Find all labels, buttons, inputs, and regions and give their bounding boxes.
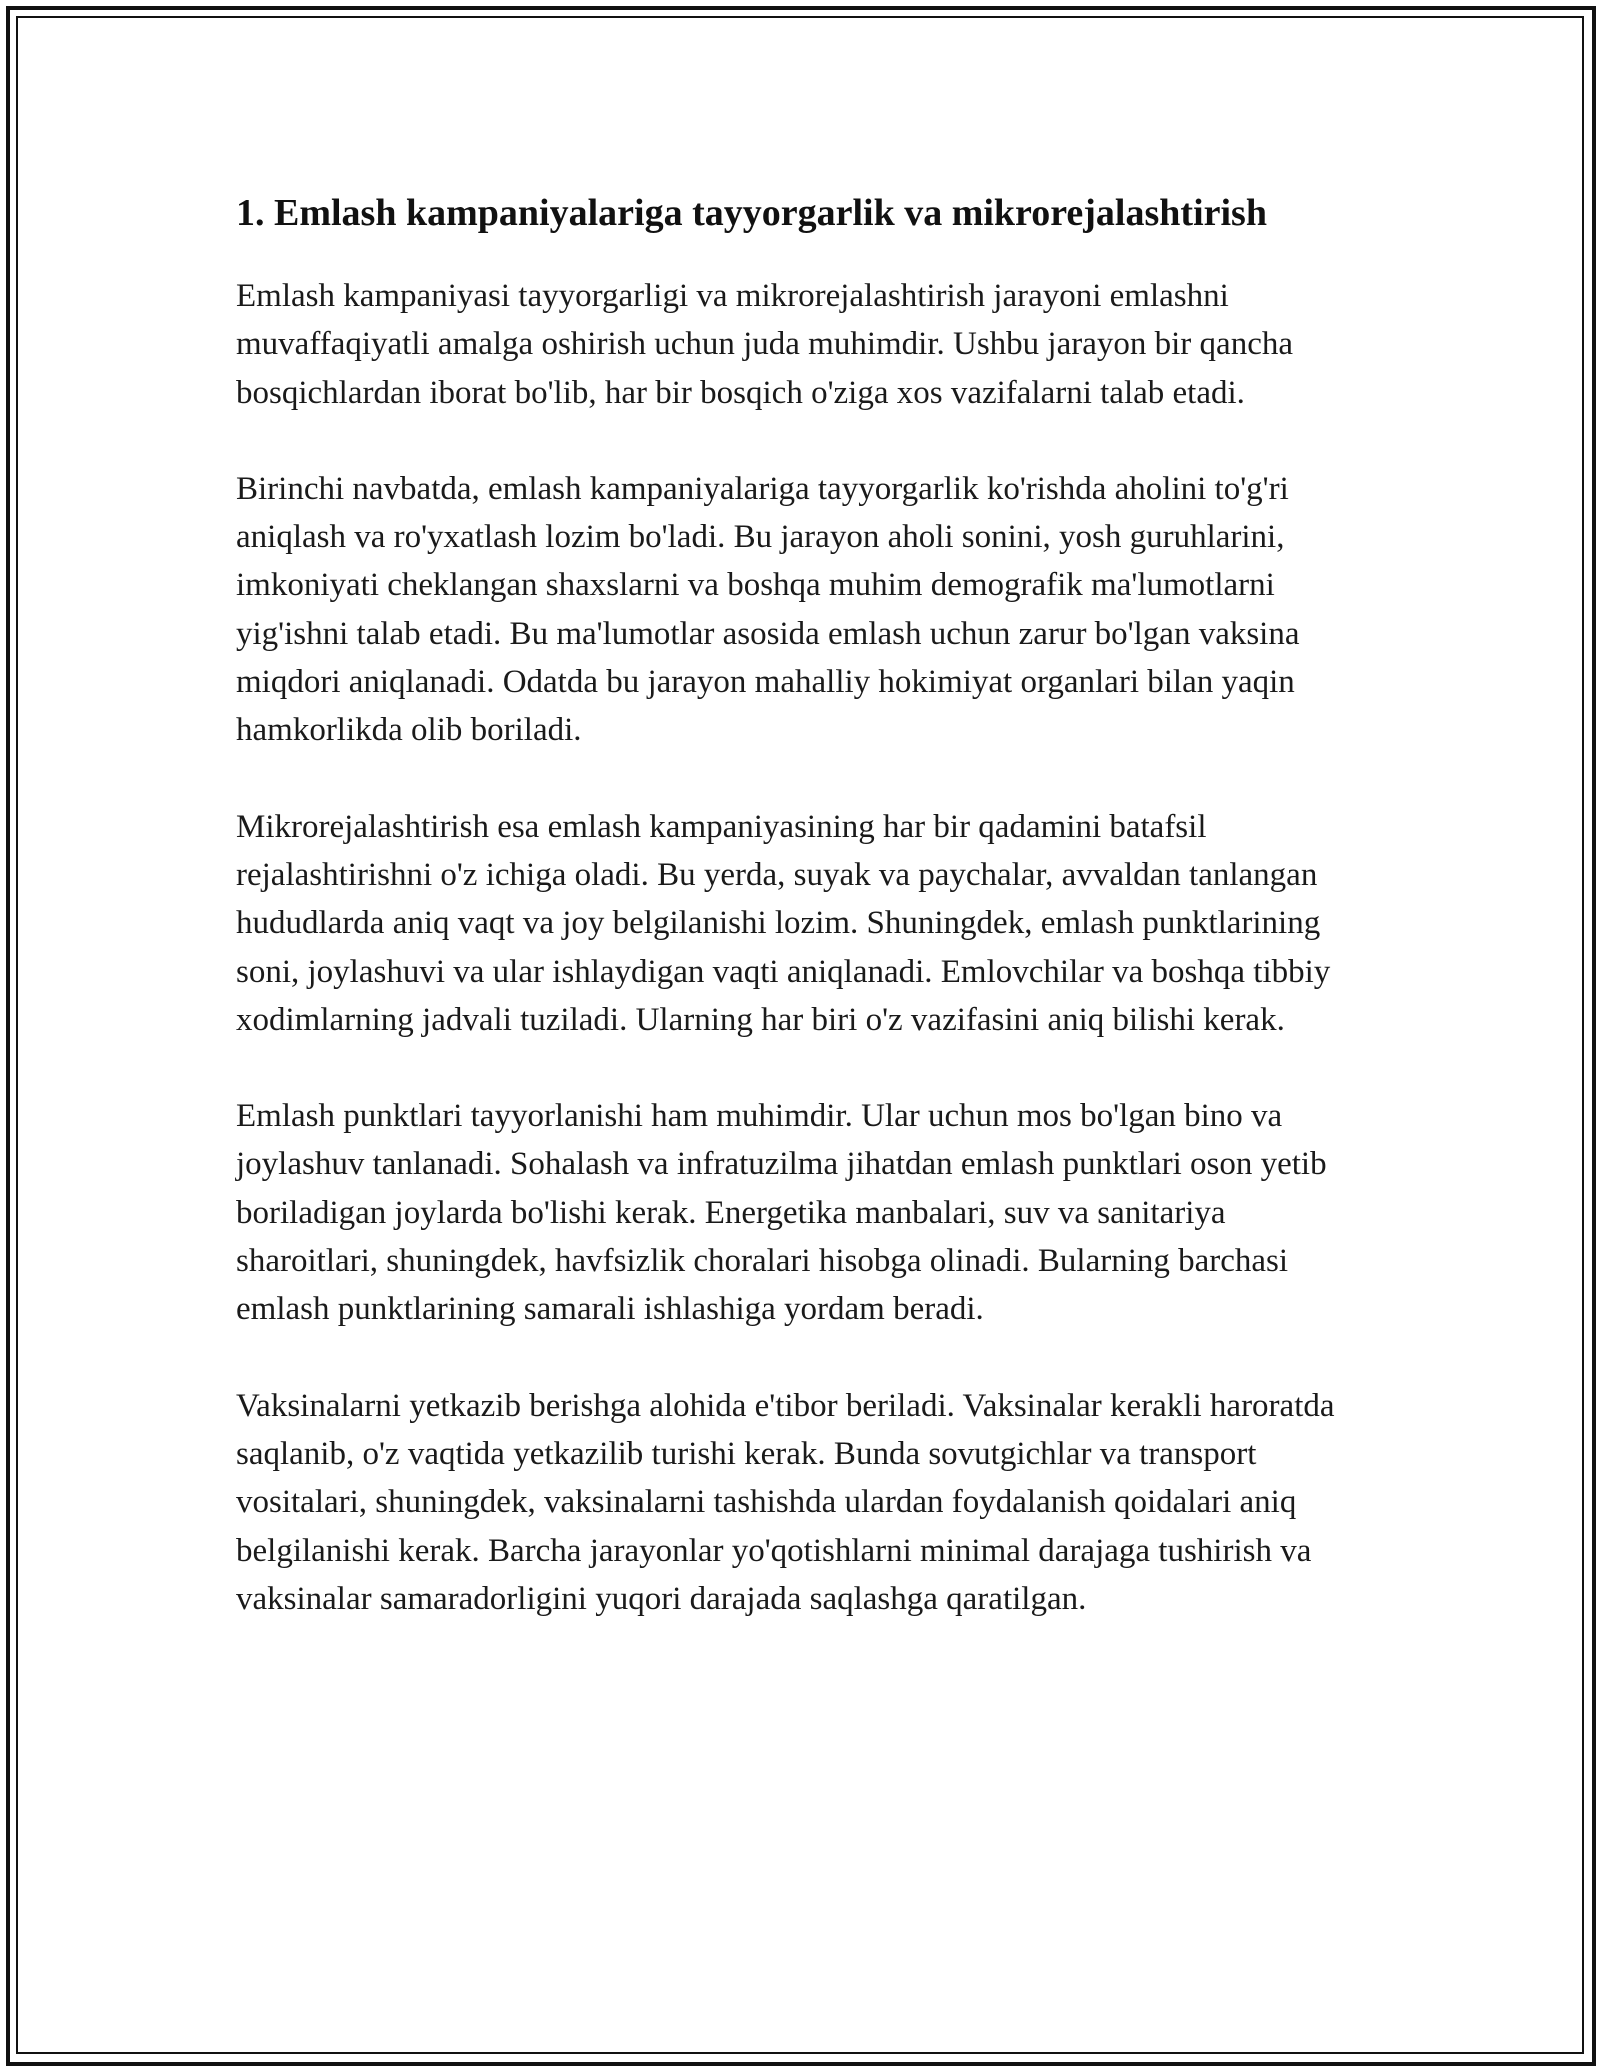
document-body <box>236 186 1366 1623</box>
paragraph-2: Birinchi navbatda, emlash kampaniyalariga tayyorgarlik ko'rishda aholini to'g'ri aniqlash va ro'yxatlash lozim bo'ladi. Bu jarayon aholi sonini, yosh guruhlarini, imkoniyati cheklangan shaxslarni va boshqa muhim demografik ma'lumotlarni yig'ishni talab etadi. Bu ma'lumotlar asosida emlash uchun zarur bo'lgan vaksina miqdori aniqlanadi. Odatda bu jarayon mahalliy hokimiyat organlari bilan yaqin hamkorlikda olib boriladi. <box>236 470 1300 749</box>
paragraph-4: Emlash punktlari tayyorlanishi ham muhimdir. Ular uchun mos bo'lgan bino va joylashuv tanlanadi. Sohalash va infratuzilma jihatdan emlash punktlari oson yetib boriladigan joylarda bo'lishi kerak. Energetika manbalari, suv va sanitariya sharoitlari, shuningdek, havfsizlik choralari hisobga olinadi. Bularning barchasi emlash punktlarining samarali ishlashiga yordam beradi. <box>236 1098 1327 1328</box>
paragraph-3: Mikrorejalashtirish esa emlash kampaniyasining har bir qadamini batafsil rejalashtirishni o'z ichiga oladi. Bu yerda, suyak va paychalar, avvaldan tanlangan hududlarda aniq vaqt va joy belgilanishi lozim. Shuningdek, emlash punktlarining soni, joylashuvi va ular ishlaydigan vaqti aniqlanadi. Emlovchilar va boshqa tibbiy xodimlarning jadvali tuziladi. Ularning har biri o'z vazifasini aniq bilishi kerak. <box>236 808 1331 1038</box>
paragraph-1: Emlash kampaniyasi tayyorgarligi va mikrorejalashtirish jarayoni emlashni muvaffaqiyatli amalga oshirish uchun juda muhimdir. Ushbu jarayon bir qancha bosqichlardan iborat bo'lib, har bir bosqich o'ziga xos vazifalarni talab etadi. <box>236 278 1293 411</box>
paragraph-5: Vaksinalarni yetkazib berishga alohida e'tibor beriladi. Vaksinalar kerakli haroratda saqlanib, o'z vaqtida yetkazilib turishi kerak. Bunda sovutgichlar va transport vositalari, shuningdek, vaksinalarni tashishda ulardan foydalanish qoidalari aniq belgilanishi kerak. Barcha jarayonlar yo'qotishlarni minimal darajaga tushirish va vaksinalar samaradorligini yuqori darajada saqlashga qaratilgan. <box>236 1387 1335 1617</box>
section-heading: 1. Emlash kampaniyalariga tayyorgarlik va mikrorejalashtirish <box>236 192 1267 234</box>
